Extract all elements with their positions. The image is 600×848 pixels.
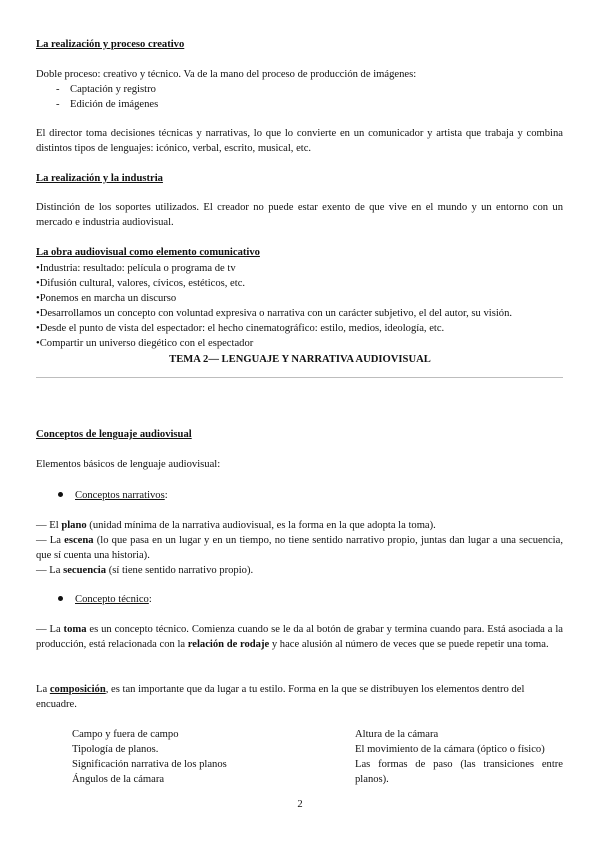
definition-plano [36,518,436,533]
list-item: Significación narrativa de los planos [72,759,227,771]
list-item: •Difusión cultural, valores, cívicos, estéticos, etc. [36,278,246,290]
tema-title: TEMA 2— LENGUAJE Y NARRATIVA AUDIOVISUAL [169,354,431,365]
term-plano: plano [61,520,87,531]
list-item: Tipología de planos. [72,744,159,756]
heading-obra-audiovisual: La obra audiovisual como elemento comunicativo [36,247,260,258]
conceptos-narrativos-item [58,488,168,503]
dash-prefix: — La [36,624,64,635]
dash-prefix: — El [36,520,62,531]
heading-conceptos: Conceptos de lenguaje audiovisual [36,429,192,440]
definition-text: y hace alusión al número de veces que se puede repetir una toma. [269,639,549,651]
list-item: •Desarrollamos un concepto con voluntad expresiva o narrativa con un carácter subjetivo, el del autor, su visión. [36,308,513,320]
definition-toma [36,622,563,652]
divider-line [36,377,563,378]
term-secuencia: secuencia [63,565,107,576]
colon: : [148,594,152,605]
list-item: •Compartir un universo diegético con el espectador [36,338,254,350]
right-column [355,727,563,787]
paragraph-soportes: Distinción de los soportes utilizados. El creador no puede estar exento de que vive en el mundo y un entorno con un mercado e industria audiovisual. [36,202,563,229]
list-item: - Edición de imágenes [36,97,158,112]
bullet-icon [58,596,63,601]
conceptos-narrativos-label: Conceptos narrativos [75,490,165,501]
definition-escena [36,533,563,563]
definition-text: , es tan importante que da lugar a tu estilo. Forma en la que se distribuyen los elementos dentro del encuadre. [36,684,525,711]
concepto-tecnico-item [58,592,152,607]
term-toma: toma [63,624,87,635]
dash-prefix: — La [36,565,64,576]
definition-text: es un concepto técnico. Comienza cuando se le da al botón de grabar y termina cuando para. Está asociada a la producción, está relacionada con la [36,624,563,651]
list-item: Campo y fuera de campo [72,729,179,740]
list-item: Las formas de paso (las transiciones entre planos). [355,759,563,786]
definition-secuencia [36,563,253,578]
list-item: Altura de la cámara [355,729,439,740]
composition-elements-columns [72,727,563,787]
colon: : [164,490,168,501]
intro-doble-proceso: Doble proceso: creativo y técnico. Va de la mano del proceso de producción de imágenes: [36,69,417,80]
term-escena: escena [64,535,94,546]
list-item: •Desde el punto de vista del espectador: el hecho cinematográfico: estilo, medios, ideología, etc. [36,323,445,335]
concepto-tecnico-label: Concepto técnico [75,594,149,605]
list-item: •Industria: resultado: película o programa de tv [36,263,236,274]
paragraph-composicion [36,682,563,712]
list-item: •Ponemos en marcha un discurso [36,293,177,305]
definition-text: (unidad mínima de la narrativa audiovisual, es la forma en la que adopta la toma). [86,520,436,531]
bullet-icon [58,492,63,497]
dash-prefix: — La [36,535,65,546]
obra-list [36,261,512,351]
term-composicion: composición [49,684,106,695]
list-item: El movimiento de la cámara (óptico o físico) [355,744,545,756]
list-item: - Captación y registro [36,82,158,97]
left-column [72,727,292,787]
text-prefix: La [36,684,50,695]
heading-realizacion-industria: La realización y la industria [36,173,163,184]
paragraph-director: El director toma decisiones técnicas y narrativas, lo que lo convierte en un comunicador y artista que trabaja y combina distintos tipos de lenguajes: icónico, verbal, escrito, musical, etc. [36,128,563,155]
list-item: Ángulos de la cámara [72,774,165,786]
elementos-basicos: Elementos básicos de lenguaje audiovisual: [36,459,221,470]
process-list [36,82,158,112]
term-relacion-rodaje: relación de rodaje [187,639,270,651]
heading-realizacion-proceso: La realización y proceso creativo [36,39,185,50]
page-number: 2 [297,799,303,810]
definition-text: (lo que pasa en un lugar y en un tiempo, no tiene sentido narrativo propio, juntas dan lugar a una secuencia, que sí cuenta una historia). [36,535,563,562]
definition-text: (sí tiene sentido narrativo propio). [106,565,254,576]
